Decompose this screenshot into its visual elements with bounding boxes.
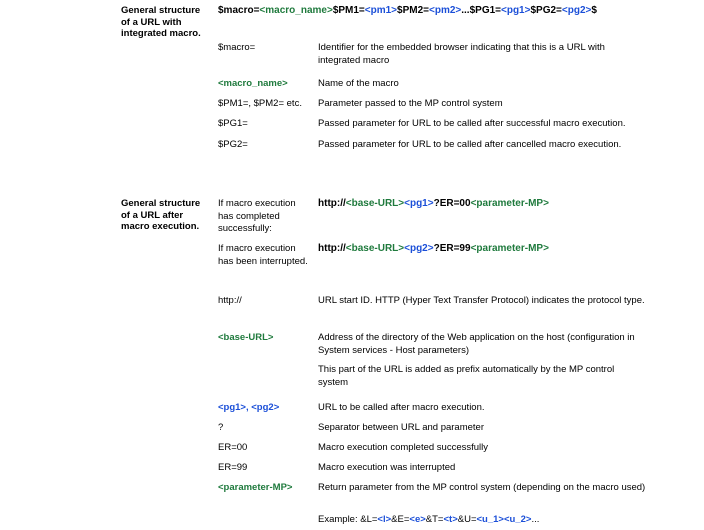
definition-description: Passed parameter for URL to be called after successful macro execution. bbox=[318, 118, 626, 129]
syntax-token: <macro_name> bbox=[259, 5, 333, 16]
definition-term: <base-URL> bbox=[218, 332, 274, 343]
definition-term: ? bbox=[218, 422, 224, 433]
definition-description: Name of the macro bbox=[318, 78, 399, 89]
url-token: ?ER=00 bbox=[433, 198, 471, 209]
definition-term: ER=99 bbox=[218, 462, 248, 473]
definition-term: $PM1=, $PM2= etc. bbox=[218, 98, 302, 109]
definition-description-2: This part of the URL is added as prefix automatically by the MP control system bbox=[318, 364, 615, 388]
definition-description: Passed parameter for URL to be called after cancelled macro execution. bbox=[318, 139, 622, 150]
url-token: <base-URL> bbox=[345, 198, 405, 209]
example-token: <u_2> bbox=[503, 514, 532, 525]
example-token: &T= bbox=[425, 514, 444, 525]
definition-description: URL start ID. HTTP (Hyper Text Transfer Protocol) indicates the protocol type. bbox=[318, 295, 645, 306]
url-token: <pg2> bbox=[404, 243, 434, 254]
definition-term: <macro_name> bbox=[218, 78, 288, 89]
result-url bbox=[318, 243, 648, 256]
url-token: <parameter-MP> bbox=[470, 243, 549, 254]
syntax-token: $PG2= bbox=[530, 5, 562, 16]
definition-description: Macro execution was interrupted bbox=[318, 462, 456, 473]
definition-description: Parameter passed to the MP control system bbox=[318, 98, 503, 109]
example-token: <l> bbox=[377, 514, 392, 525]
syntax-token: <pm1> bbox=[364, 5, 398, 16]
url-token: http:// bbox=[318, 243, 346, 254]
example-token: ... bbox=[531, 514, 540, 525]
syntax-token: <pg2> bbox=[561, 5, 592, 16]
example-token: &E= bbox=[391, 514, 410, 525]
syntax-token: $PM1= bbox=[332, 5, 365, 16]
definition-description: Return parameter from the MP control system (depending on the macro used) bbox=[318, 482, 646, 493]
section-2-heading-line-3: macro execution. bbox=[121, 221, 200, 232]
definition-description: Separator between URL and parameter bbox=[318, 422, 484, 433]
definition-term: $macro= bbox=[218, 42, 256, 53]
definition-term: ER=00 bbox=[218, 442, 248, 453]
result-condition: If macro execution has completed successfully: bbox=[218, 198, 296, 234]
section-1-heading-line-3: integrated macro. bbox=[121, 28, 201, 39]
syntax-token: <pg1> bbox=[501, 5, 531, 16]
definition-term: $PG2= bbox=[218, 139, 248, 150]
definition-example bbox=[318, 514, 678, 527]
url-token: http:// bbox=[318, 198, 346, 209]
url-token: ?ER=99 bbox=[433, 243, 471, 254]
example-token: &U= bbox=[457, 514, 477, 525]
definition-term: http:// bbox=[218, 295, 242, 306]
definition-term: <parameter-MP> bbox=[218, 482, 293, 493]
syntax-token: <pm2> bbox=[429, 5, 462, 16]
section-1-heading bbox=[121, 5, 211, 40]
section-2-heading-line-2: of a URL after bbox=[121, 209, 184, 221]
syntax-token: $PM2= bbox=[397, 5, 429, 16]
definition-description: Macro execution completed successfully bbox=[318, 442, 489, 453]
syntax-token: $macro= bbox=[218, 5, 260, 16]
definition-description: Identifier for the embedded browser indicating that this is a URL with integrated macro bbox=[318, 42, 605, 66]
section-1-heading-line-1: General structure bbox=[121, 5, 201, 16]
example-token: <e> bbox=[409, 514, 426, 525]
syntax-token: ...$PG1= bbox=[461, 5, 501, 16]
result-url bbox=[318, 198, 648, 211]
definition-description: Address of the directory of the Web application on the host (configuration in System services - Host parameters) bbox=[318, 332, 635, 356]
section-1-syntax-line bbox=[218, 4, 688, 17]
example-token: <t> bbox=[443, 514, 458, 525]
syntax-token: $ bbox=[591, 5, 597, 16]
url-token: <pg1> bbox=[404, 198, 434, 209]
definition-description: URL to be called after macro execution. bbox=[318, 402, 485, 413]
section-2-heading bbox=[121, 198, 211, 233]
url-token: <parameter-MP> bbox=[470, 198, 549, 209]
section-2-heading-line-1: General structure bbox=[121, 198, 201, 209]
definition-term: <pg1>, <pg2> bbox=[218, 402, 280, 413]
definition-term: $PG1= bbox=[218, 118, 248, 129]
example-token: <u_1> bbox=[476, 514, 504, 525]
url-token: <base-URL> bbox=[345, 243, 405, 254]
result-condition: If macro execution has been interrupted. bbox=[218, 243, 308, 267]
example-token: Example: &L= bbox=[318, 514, 378, 525]
section-1-heading-line-2: of a URL with bbox=[121, 16, 182, 28]
